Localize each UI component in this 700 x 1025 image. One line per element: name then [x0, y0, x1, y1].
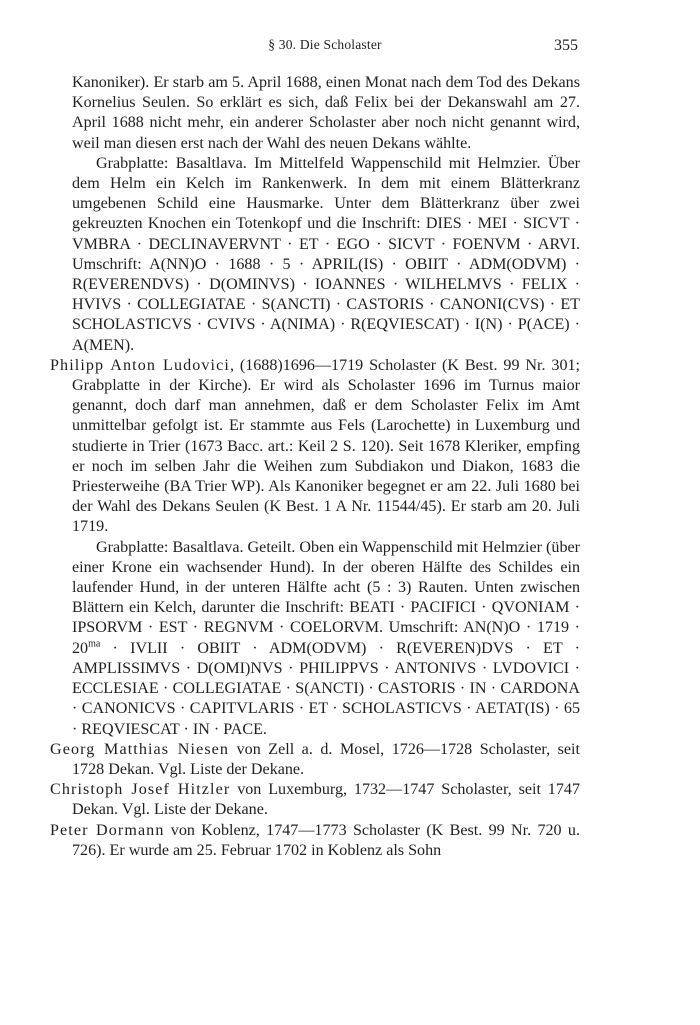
entry-text: von Zell a. d. Mosel, 1726—1728 Scholaster, seit 1728 Dekan. Vgl. Liste der Dekane. [72, 740, 580, 778]
running-title: § 30. Die Scholaster [268, 37, 382, 52]
entry-name: Christoph Josef Hitzler [50, 781, 231, 799]
entry-niesen [50, 740, 580, 780]
entry-hitzler [50, 780, 580, 820]
paragraph-grabplatte-felix: Grabplatte: Basaltlava. Im Mittelfeld Wappenschild mit Helmzier. Über dem Helm ein Kelch im Rankenwerk. In dem mit einem Blätterkranz umgebenen Schild eine Hausmarke. Unter dem Blätterkranz über zwei gekreuzten Knochen ein Totenkopf und die Inschrift: DIES · MEI · SICVT · VMBRA · DECLINAVERVNT · ET · EGO · SICVT · FOENVM · ARVI. Umschrift: A(NN)O · 1688 · 5 · APRIL(IS) · OBIIT · ADM(ODVM) · R(EVERENDVS) · D(OMINVS) · IOANNES · WILHELMVS · FELIX · HVIVS · COLLEGIATAE · S(ANCTI) · CASTORIS · CANONI(CVS) · ET SCHOLASTICVS · CVIVS · A(NIMA) · R(EQVIESCAT) · I(N) · P(ACE) · A(MEN). [72, 154, 580, 354]
entry-name: Philipp Anton Ludovici [50, 356, 230, 374]
body-text [50, 73, 581, 861]
entry-dormann [50, 821, 580, 861]
entry-text: von Koblenz, 1747—1773 Scholaster (K Best. 99 Nr. 720 u. 726). Er wurde am 25. Februar 1702 in Koblenz als Sohn [72, 821, 580, 859]
inscription-text-2: · IVLII · OBIIT · ADM(ODVM) · R(EVEREN)DVS · ET · AMPLISSIMVS · D(OMI)NVS · PHILIPPVS · ANTONIVS · LVDOVICI · ECCLESIAE · COLLEGIATAE · S(ANCTI) · CASTORIS · IN · CARDONA · CANONICVS · CAPITVLARIS · ET · SCHOLASTICVS · AETAT(IS) · 65 · REQVIESCAT · IN · PACE. [72, 639, 580, 738]
superscript: ma [88, 638, 101, 650]
paragraph-continuation: Kanoniker). Er starb am 5. April 1688, einen Monat nach dem Tod des Dekans Kornelius Seulen. So erklärt es sich, daß Felix bei der Dekanswahl am 27. April 1688 nicht mehr, ein anderer Scholaster aber noch nicht genannt wird, weil man diesen erst nach der Wahl des neuen Dekans wählte. [72, 74, 580, 152]
inscription-text-1: Grabplatte: Basaltlava. Geteilt. Oben ein Wappenschild mit Helmzier (über einer Krone ein wachsender Hund). In der oberen Hälfte des Schildes ein laufender Hund, in der unteren Hälfte acht (5 : 3) Rauten. Unten zwischen Blättern ein Kelch, darunter die Inschrift: BEATI · PACIFICI · QVONIAM · IPSORVM · EST · REGNVM · COELORVM. Umschrift: AN(N)O · 1719 · 20 [72, 538, 580, 657]
entry-name: Peter Dormann [50, 821, 165, 839]
running-header [72, 37, 578, 59]
entry-name: Georg Matthias Niesen [50, 740, 230, 758]
entry-ludovici [50, 356, 580, 538]
entry-text: von Luxemburg, 1732—1747 Scholaster, seit 1747 Dekan. Vgl. Liste der Dekane. [72, 781, 580, 819]
page-number: 355 [554, 37, 578, 54]
entry-text: , (1688)1696—1719 Scholaster (K Best. 99 Nr. 301; Grabplatte in der Kirche). Er wird als Scholaster 1696 im Turnus maior genannt, doch darf man annehmen, daß er dem Scholaster Felix im Amt unmittelbar gefolgt ist. Er stammte aus Fels (Larochette) in Luxemburg und studierte in Trier (1673 Bacc. art.: Keil 2 S. 120). Seit 1678 Kleriker, empfing er noch im selben Jahr die Weihen zum Subdiakon und Diakon, 1683 die Priesterweihe (BA Trier WP). Als Kanoniker begegnet er am 22. Juli 1680 bei der Wahl des Dekans Seulen (K Best. 1 A Nr. 11544/45). Er starb am 20. Juli 1719. [72, 356, 581, 536]
paragraph-grabplatte-ludovici [72, 538, 580, 740]
